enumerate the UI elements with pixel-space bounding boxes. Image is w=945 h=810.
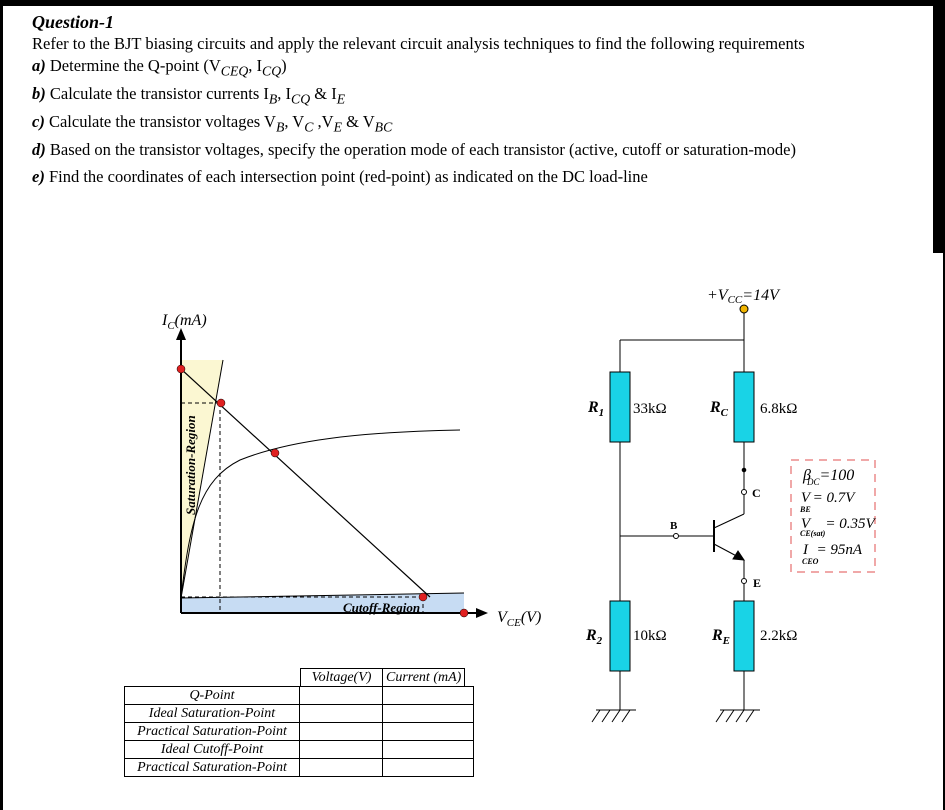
ground-symbol	[592, 710, 600, 722]
item-text: & I	[310, 84, 337, 103]
subscript: B	[268, 91, 278, 107]
ground-symbol	[612, 710, 620, 722]
ideal-cutoff-point	[460, 609, 468, 617]
table-row	[125, 723, 474, 741]
bjt-circuit	[592, 305, 760, 722]
item-text: & V	[341, 112, 375, 131]
voltage-column-header: Voltage(V)	[301, 669, 383, 687]
item-text: , I	[248, 56, 263, 75]
vcc-terminal	[740, 305, 748, 313]
current-cell[interactable]	[383, 741, 474, 759]
ideal-saturation-point	[177, 365, 185, 373]
node-c-label: C	[752, 486, 761, 500]
collector-node	[742, 490, 747, 495]
voltage-cell[interactable]	[300, 687, 383, 705]
circuit-labels	[585, 287, 797, 647]
r1-resistor	[610, 372, 630, 442]
vbe-param: V BE= 0.7V	[800, 490, 855, 514]
node-e-label: E	[753, 576, 762, 590]
x-axis-label: $V_{CE}(V)$	[497, 609, 542, 629]
y-axis-label: $I_C(mA)$	[162, 312, 207, 332]
rc-value: 6.8kΩ	[760, 401, 798, 417]
subscript: B	[275, 119, 285, 135]
row-label: Ideal Saturation-Point	[125, 705, 300, 723]
x-axis-arrow	[476, 608, 488, 618]
r2-value: 10kΩ	[633, 628, 667, 644]
rc-resistor	[734, 372, 754, 442]
current-cell[interactable]	[383, 687, 474, 705]
current-cell[interactable]	[383, 759, 474, 777]
item-text: Calculate the transistor currents I	[49, 84, 269, 103]
r1-value: 33kΩ	[633, 401, 667, 417]
results-table	[124, 686, 474, 777]
beta-param: βDC=100	[803, 467, 855, 487]
item-label: a)	[32, 56, 46, 75]
saturation-region-label: Saturation-Region	[183, 415, 198, 515]
item-text: Calculate the transistor voltages V	[48, 112, 276, 131]
item-label: e)	[32, 167, 45, 186]
table-row	[125, 705, 474, 723]
rc-label: $R_C$	[710, 399, 729, 419]
characteristic-curve	[181, 430, 460, 598]
item-label: b)	[32, 84, 46, 103]
r2-resistor	[610, 601, 630, 671]
question-title: Question-1	[32, 12, 115, 32]
question-intro: Refer to the BJT biasing circuits and apply the relevant circuit analysis techniques to find the following requirements	[32, 34, 805, 53]
cutoff-region-label: Cutoff-Region	[343, 600, 421, 615]
y-axis-arrow	[176, 328, 186, 340]
practical-cutoff-point	[419, 593, 427, 601]
row-label: Q-Point	[125, 687, 300, 705]
subscript: CEQ	[220, 63, 249, 79]
item-text: )	[281, 56, 287, 75]
base-node	[674, 534, 679, 539]
row-label: Ideal Cutoff-Point	[125, 741, 300, 759]
item-text: Find the coordinates of each intersection point (red-point) as indicated on the DC load-line	[48, 167, 648, 186]
q-point	[271, 449, 279, 457]
item-label: d)	[32, 140, 46, 159]
item-text: Determine the Q-point (V	[49, 56, 221, 75]
parameter-box	[791, 460, 876, 572]
voltage-cell[interactable]	[300, 759, 383, 777]
item-text: , V	[284, 112, 305, 131]
r1-label: $R_1$	[588, 399, 605, 419]
ground-symbol	[736, 710, 744, 722]
emitter-arrow	[733, 551, 744, 560]
emitter-node	[742, 579, 747, 584]
item-text: ,V	[313, 112, 334, 131]
table-row	[125, 687, 474, 705]
subscript: E	[336, 91, 346, 107]
voltage-cell[interactable]	[300, 741, 383, 759]
current-cell[interactable]	[383, 723, 474, 741]
ground-symbol	[746, 710, 754, 722]
re-label: $R_E$	[712, 627, 731, 647]
voltage-cell[interactable]	[300, 723, 383, 741]
item-text: Based on the transistor voltages, specify the operation mode of each transistor (active, cutoff or saturation-mode)	[49, 140, 796, 159]
item-text: , I	[277, 84, 292, 103]
iceo-param: I CEO= 95nA	[802, 542, 862, 566]
vce-sat-param: V CE(sat)= 0.35V	[800, 516, 875, 538]
row-label: Practical Saturation-Point	[125, 759, 300, 777]
results-table-header	[300, 668, 465, 687]
transistor-collector	[714, 514, 744, 528]
voltage-cell[interactable]	[300, 705, 383, 723]
r2-label: $R_2$	[586, 627, 603, 647]
row-label: Practical Saturation-Point	[125, 723, 300, 741]
current-column-header: Current (mA)	[383, 669, 465, 687]
subscript: E	[333, 119, 342, 135]
re-resistor	[734, 601, 754, 671]
load-line-graph	[161, 312, 541, 629]
current-cell[interactable]	[383, 705, 474, 723]
item-label: c)	[32, 112, 45, 131]
vcc-label: +VCC=14V	[707, 287, 779, 306]
practical-saturation-point	[217, 399, 225, 407]
subscript: BC	[374, 119, 393, 135]
wire-dot	[742, 468, 746, 472]
ground-symbol	[602, 710, 610, 722]
table-row	[125, 759, 474, 777]
node-b-label: B	[670, 520, 678, 532]
subscript: CQ	[262, 63, 282, 79]
subscript: CQ	[291, 91, 311, 107]
ground-symbol	[716, 710, 724, 722]
re-value: 2.2kΩ	[760, 628, 798, 644]
ground-symbol	[622, 710, 630, 722]
table-row	[125, 741, 474, 759]
subscript: C	[304, 119, 314, 135]
ground-symbol	[726, 710, 734, 722]
